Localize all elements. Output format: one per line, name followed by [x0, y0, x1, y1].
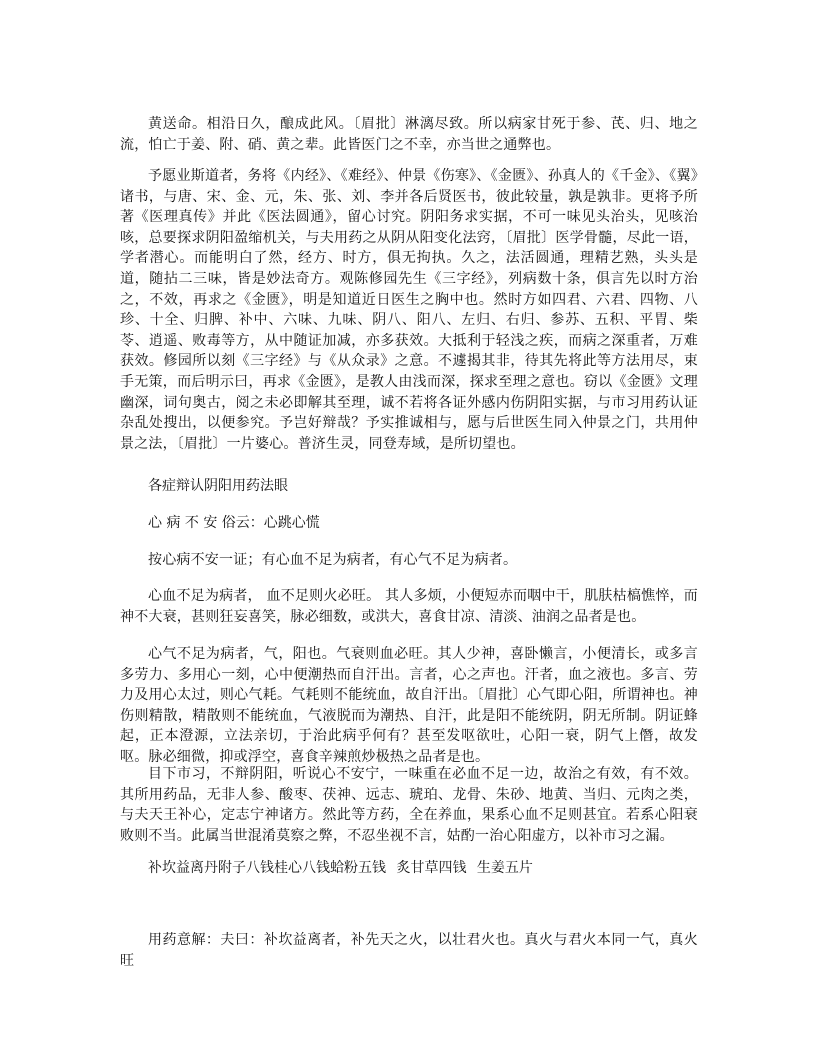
paragraph-blood-deficiency: 心血不足为病者， 血不足则火必旺。 其人多烦，小便短赤而咽中干，肌肤枯槁憔悴，而神不大衰，甚则狂妄喜笑，脉必细数，或洪大，喜食甘凉、清淡、油润之品者是也。	[120, 588, 698, 625]
paragraph-intro: 按心病不安一证；有心血不足为病者，有心气不足为病者。	[148, 552, 518, 568]
subsection-heading: 心 病 不 安 俗云：心跳心慌	[148, 515, 320, 531]
paragraph-preface: 予愿业斯道者，务将《内经》、《难经》、仲景《伤寒》、《金匮》、孙真人的《千金》、《翼》诸书，与唐、宋、金、元，朱、张、刘、李并各后贤医书，彼此较量，孰是孰非。更将予所著《医理真传》并此《医法圆通》，留心讨究。阴阳务求实据，不可一味见头治头，见咳治咳，总要探求阴阳盈缩机关，与夫用药之从阴从阳变化法窍，〔眉批〕医学骨髓，尽此一语，学者潜心。而能明白了然，经方、时方，俱无拘执。久之，法活圆通，理精艺熟，头头是道，随拈二三味，皆是妙法奇方。观陈修园先生《三字经》，列病数十条，俱言先以时方治之，不效，再求之《金匮》，明是知道近日医生之胸中也。然时方如四君、六君、四物、八珍、十全、归脾、补中、六味、九味、阴八、阳八、左归、右归、参苏、五积、平胃、柴苓、逍遥、败毒等方，从中随证加减，亦多获效。大抵利于轻浅之疾，而病之深重者，万难获效。修园所以刻《三字经》与《从众录》之意。不遽揭其非，待其先将此等方法用尽，束手无策，而后明示曰，再求《金匮》，是教人由浅而深，探求至理之意也。窃以《金匮》文理幽深，词句奥古，阅之未必即解其至理，诚不若将各证外感内伤阴阳实据，与市习用药认证杂乱处搜出，以便参究。予岂好辩哉？予实推诚相与，愿与后世医生同入仲景之门，共用仲景之法，〔眉批〕一片婆心。普济生灵，同登寿域，是所切望也。	[120, 168, 698, 452]
paragraph-explanation: 用药意解：夫曰：补坎益离者，补先天之火，以壮君火也。真火与君火本同一气，真火旺	[120, 932, 698, 969]
paragraph-qi-deficiency: 心气不足为病者，气，阳也。气衰则血必旺。其人少神，喜卧懒言，小便清长，或多言多劳力、多用心一刻，心中便潮热而自汗出。言者，心之声也。汗者，血之液也。多言、劳力及用心太过，则心气耗。气耗则不能统血，故自汗出。〔眉批〕心气即心阳，所谓神也。神伤则精散，精散则不能统血，气液脱而为潮热、自汗，此是阳不能统阴，阴无所制。阴证蜂起，正本澄源，立法亲切，于治此病乎何有？甚至发呕欲吐，心阳一衰，阴气上僭，故发呕。脉必细微，抑或浮空，喜食辛辣煎炒极热之品者是也。	[120, 646, 698, 765]
formula-line: 补坎益离丹附子八钱桂心八钱蛤粉五钱 炙甘草四钱 生姜五片	[148, 860, 533, 876]
paragraph-common-practice: 目下市习，不辩阴阳，听说心不安宁，一味重在必血不足一边，故治之有效，有不效。其所用药品，无非人参、酸枣、茯神、远志、琥珀、龙骨、朱砂、地黄、当归、元肉之类，与夫天王补心，定志宁神诸方。然此等方药，全在养血，果系心血不足则甚宜。若系心阳衰败则不当。此属当世混淆莫察之弊，不忍坐视不言，姑酌一治心阳虚方，以补市习之漏。	[120, 766, 698, 844]
paragraph-continuation: 黄送命。相沿日久，酿成此风。〔眉批〕淋漓尽致。所以病家甘死于参、芪、归、地之流，怕亡于姜、附、硝、黄之辈。此皆医门之不幸，亦当世之通弊也。	[120, 116, 698, 153]
section-heading: 各症辩认阴阳用药法眼	[148, 478, 288, 494]
